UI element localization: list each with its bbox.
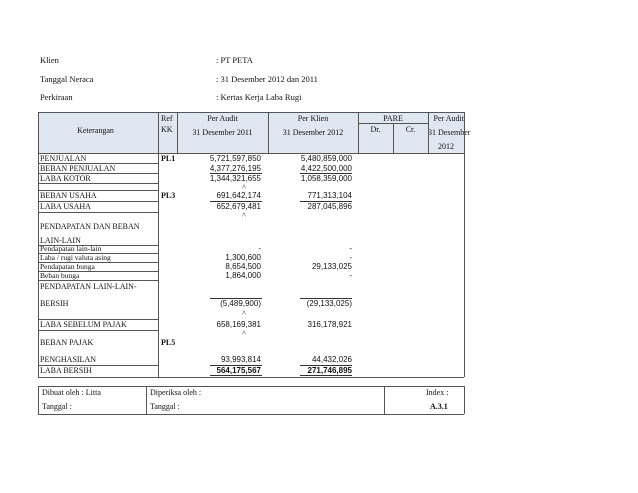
row-audit-value: 1,344,321,655 (209, 174, 261, 183)
section-label: PENDAPATAN LAIN-LAIN- (40, 282, 137, 291)
subtotal-underline (300, 298, 352, 299)
rule (268, 112, 269, 153)
row-klien-value: 5,480,859,000 (300, 154, 352, 163)
rule (38, 330, 158, 331)
rule (428, 112, 429, 153)
index-label: Index : (426, 388, 449, 397)
rule (38, 377, 464, 378)
tanggal-dibuat: Tanggal : (42, 402, 72, 411)
row-audit-value: (5,489,900) (220, 299, 261, 308)
row-klien-value: 771,313,104 (307, 191, 352, 200)
section-label: BEBAN PAJAK (40, 338, 94, 347)
header-dr: Dr. (370, 125, 381, 134)
header-per-audit-date: 31 Desember 2011 (192, 128, 253, 137)
rule (464, 386, 465, 414)
row-klien-value: 316,178,921 (307, 320, 352, 329)
tickmark-caret: ^ (242, 211, 246, 220)
row-klien-value: 271,746,895 (307, 366, 352, 375)
header-ref: Ref (161, 114, 173, 123)
rule (38, 386, 39, 414)
row-audit-value: 8,654,500 (225, 262, 261, 271)
dibuat-oleh: Dibuat oleh : Litta (42, 388, 101, 397)
subtotal-underline (210, 298, 262, 299)
rule (38, 212, 158, 213)
row-ref: PL5 (161, 338, 176, 347)
row-klien-value: - (349, 253, 352, 262)
row-klien-value: 29,133,025 (311, 262, 352, 271)
row-ref: PL1 (161, 154, 176, 163)
row-audit-value: - (258, 244, 261, 253)
rule (177, 112, 178, 153)
tanggal-neraca-label: Tanggal Neraca (40, 74, 94, 84)
header-per-audit-right-date: 31 Desember (428, 128, 471, 137)
rule (358, 112, 359, 153)
row-label: LABA USAHA (40, 202, 91, 211)
row-audit-value: 93,993,814 (220, 355, 261, 364)
header-per-audit-right: Per Audit (433, 114, 464, 123)
row-label: PENGHASILAN (40, 355, 96, 364)
row-audit-value: 652,679,481 (216, 202, 261, 211)
row-label: PENJUALAN (40, 154, 87, 163)
row-label: Beban bunga (40, 271, 80, 280)
header-pare: PARE (383, 114, 403, 123)
row-audit-value: 1,300,600 (225, 253, 261, 262)
header-per-klien-date: 31 Desember 2012 (282, 128, 344, 137)
row-klien-value: 287,045,896 (307, 202, 352, 211)
header-per-audit-right-year: 2012 (438, 142, 454, 151)
row-klien-value: (29,133,025) (306, 299, 352, 308)
row-klien-value: 44,432,026 (311, 355, 352, 364)
row-klien-value: 1,058,359,000 (300, 174, 352, 183)
row-label: LABA BERSIH (40, 366, 92, 375)
row-klien-value: - (349, 271, 352, 280)
rule (38, 414, 464, 415)
row-ref: PL3 (161, 191, 176, 200)
row-label: Pendapatan lain-lain (40, 244, 102, 253)
section-label: PENDAPATAN DAN BEBAN (40, 222, 140, 231)
perkiraan-label: Perkiraan (40, 92, 73, 102)
row-label: LABA KOTOR (40, 174, 91, 183)
tickmark-caret: ^ (242, 329, 246, 338)
rule (146, 386, 147, 414)
rule (38, 280, 158, 281)
header-per-audit: Per Audit (207, 114, 238, 123)
header-kk: KK (161, 125, 173, 134)
row-audit-value: 691,642,174 (216, 191, 261, 200)
tickmark-caret: ^ (242, 309, 246, 318)
perkiraan-value: : Kertas Kerja Laba Rugi (216, 92, 302, 102)
rule (464, 112, 465, 377)
row-label: Pendapatan bunga (40, 262, 95, 271)
rule (38, 183, 158, 184)
diperiksa-oleh: Diperiksa oleh : (150, 388, 202, 397)
rule (38, 386, 464, 387)
section-label: LAIN-LAIN (40, 236, 81, 245)
rule (158, 112, 159, 377)
klien-value: : PT PETA (216, 55, 253, 65)
row-label: LABA SEBELUM PAJAK (40, 320, 127, 329)
row-audit-value: 1,864,000 (225, 271, 261, 280)
row-audit-value: 4,377,276,195 (209, 164, 261, 173)
total-underline (300, 375, 352, 376)
row-label: BEBAN USAHA (40, 191, 97, 200)
row-label: BERSIH (40, 299, 69, 308)
rule (38, 112, 464, 113)
row-audit-value: 564,175,567 (216, 366, 261, 375)
row-label: BEBAN PENJUALAN (40, 164, 116, 173)
header-per-klien: Per Klien (297, 114, 329, 123)
tanggal-diperiksa: Tanggal : (150, 402, 180, 411)
worksheet-table (38, 112, 471, 377)
row-label: Laba / rugi valuta asing (40, 253, 111, 262)
rule (393, 123, 394, 153)
klien-label: Klien (40, 55, 59, 65)
row-audit-value: 658,169,381 (216, 320, 261, 329)
row-klien-value: - (349, 244, 352, 253)
rule (384, 386, 385, 414)
row-audit-value: 5,721,597,850 (209, 154, 261, 163)
row-klien-value: 4,422,500,000 (300, 164, 352, 173)
total-underline (210, 375, 262, 376)
signature-block (38, 386, 464, 414)
tanggal-neraca-value: : 31 Desember 2012 dan 2011 (216, 74, 318, 84)
header-cr: Cr. (405, 125, 416, 134)
header-keterangan: Keterangan (77, 126, 114, 135)
index-value: A.3.1 (430, 402, 448, 411)
tickmark-caret: ^ (242, 183, 246, 192)
